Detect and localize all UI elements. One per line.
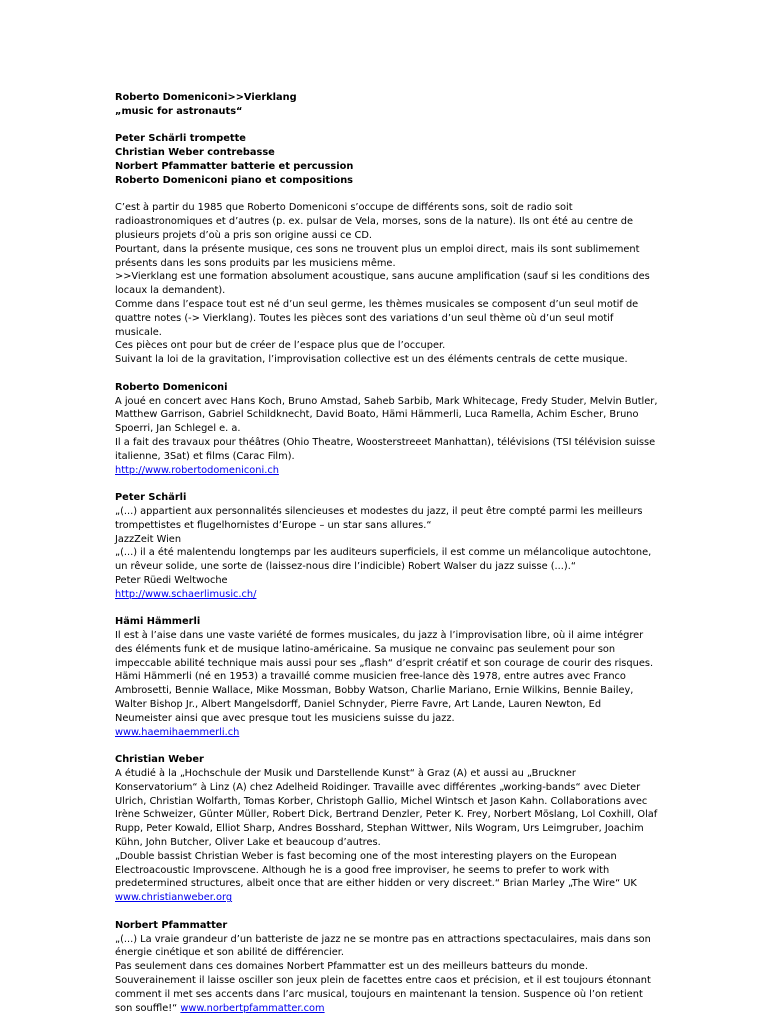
bio-heading: Peter Schärli [115, 492, 187, 504]
quote-source: Peter Rüedi Weltwoche [115, 574, 228, 586]
press-quote: „(...) il a été malentendu longtemps par les auditeurs superficiels, il est comme un mélancolique autochtone, un rêveur solide, une sorte de (laissez-nous dire l’indicible) Robert Walser du jazz suisse (...).“ [115, 547, 652, 573]
bio-haemmerli [115, 615, 660, 739]
document-body [115, 91, 660, 1029]
bio-text: Pas seulement dans ces domaines Norbert Pfammatter est un des meilleurs batteurs du monde. Souverainement il laisse osciller son jeux plein de facettes entre caos et précision, et il est toujours étonnant comment il met ses accents dans l’arc musical, toujours en maintenant la tension. Suspence où l’on retient son souffle!“ [115, 961, 651, 1014]
intro-paragraph: C’est à partir du 1985 que Roberto Domeniconi s’occupe de différents sons, soit de radio soit radioastronomiques et d’autres (p. ex. pulsar de Vela, morses, sons de la nature). Ils ont été au centre de plusieurs projets d’où a pris son origine aussi ce CD. [115, 202, 634, 241]
bio-domeniconi [115, 381, 660, 478]
header-block [115, 91, 660, 119]
document-title: Roberto Domeniconi>>Vierklang [115, 92, 297, 103]
bio-pfammatter [115, 919, 660, 1016]
intro-paragraph: >>Vierklang est une formation absolument acoustique, sans aucune amplification (sauf si les conditions des locaux la demandent). [115, 271, 650, 297]
lineup-block [115, 132, 660, 187]
bio-heading: Norbert Pfammatter [115, 919, 228, 931]
website-link[interactable]: www.haemihaemmerli.ch [115, 726, 240, 738]
lineup-item: Roberto Domeniconi piano et compositions [115, 174, 354, 186]
bio-text: Il a fait des travaux pour théâtres (Ohio Theatre, Woosterstreeet Manhattan), télévisions (TSI télévision suisse italienne, 3Sat) et films (Carac Film). [115, 436, 656, 462]
press-quote: „Double bassist Christian Weber is fast becoming one of the most interesting players on the European Electroacoustic Improvscene. Although he is a good free improviser, he seems to prefer to work with predetermined structures, albeit once that are either hidden or very discreet.“ Brian Marley „The Wire“ UK [115, 850, 637, 890]
press-quote: „(...) appartient aux personnalités silencieuses et modestes du jazz, il peut être compté parmi les meilleurs trompettistes et flugelhornistes d’Europe – un star sans allures.“ [115, 505, 643, 531]
intro-paragraph: Comme dans l’espace tout est né d’un seul germe, les thèmes musicales se composent d’un seul motif de quattre notes (-> Vierklang). Toutes les pièces sont des variations d’un seul thème où d’un seul motif musicale. [115, 298, 639, 338]
website-link[interactable]: http://www.robertodomeniconi.ch [115, 464, 279, 476]
bio-text: „(...) La vraie grandeur d’un batteriste de jazz ne se montre pas en attractions spectaculaires, mais dans son énergie cinétique et son abilité de différencier. [115, 933, 651, 959]
document-subtitle: „music for astronauts“ [115, 105, 243, 117]
intro-block [115, 201, 660, 367]
website-link[interactable]: www.norbertpfammatter.com [180, 1002, 325, 1014]
bio-heading: Christian Weber [115, 754, 204, 766]
bio-weber [115, 753, 660, 905]
bio-text: A joué en concert avec Hans Koch, Bruno Amstad, Saheb Sarbib, Mark Whitecage, Fredy Studer, Melvin Butler, Matthew Garrison, Gabriel Schildknecht, David Boato, Hämi Hämmerli, Luca Ramella, Achim Escher, Bruno Spoerri, Jan Schlegel e. a. [115, 395, 658, 435]
website-link[interactable]: http://www.schaerlimusic.ch/ [115, 588, 257, 600]
bio-text: Il est à l’aise dans une vaste variété de formes musicales, du jazz à l’improvisation libre, où il aime intégrer des éléments funk et de musique latino-américaine. Sa musique ne convainc pas seulement pour son impeccable abilité technique mais aussi pour ses „flash“ d’esprit créatif et son courage de courir des risques. Hämi Hämmerli (né en 1953) a travaillé comme musicien free-lance dès 1978, entre autres avec Franco Ambrosetti, Bennie Wallace, Mike Mossman, Bobby Watson, Charlie Mariano, Ernie Wilkins, Bennie Bailey, Walter Bishop Jr., Albert Mangelsdorff, Daniel Schnyder, Pierre Favre, Art Lande, Lauren Newton, Ed Neumeister ainsi que avec presque tout les musiciens suisse du jazz. [115, 630, 654, 724]
bio-heading: Hämi Hämmerli [115, 616, 201, 628]
intro-paragraph: Pourtant, dans la présente musique, ces sons ne trouvent plus un emploi direct, mais ils sont sublimement présents dans les sons produits par les musiciens même. [115, 243, 640, 269]
lineup-item: Norbert Pfammatter batterie et percussion [115, 160, 354, 172]
intro-paragraph: Suivant la loi de la gravitation, l’improvisation collective est un des éléments centrals de cette musique. [115, 354, 628, 366]
intro-paragraph: Ces pièces ont pour but de créer de l’espace plus que de l’occuper. [115, 340, 446, 352]
bio-schaerli [115, 491, 660, 601]
quote-source: JazzZeit Wien [115, 533, 182, 545]
website-link[interactable]: www.christianweber.org [115, 892, 233, 904]
bio-text: A étudié à la „Hochschule der Musik und Darstellende Kunst“ à Graz (A) et aussi au „Bruckner Konservatorium“ à Linz (A) chez Adelheid Roidinger. Travaille avec différentes „working-bands“ avec Dieter Ulrich, Christian Wolfarth, Tomas Korber, Christoph Gallio, Michel Wintsch et Jason Kahn. Collaborations avec Irène Schweizer, Günter Müller, Robert Dick, Bertrand Denzler, Peter K. Frey, Norbert Möslang, Lol Coxhill, Olaf Rupp, Peter Kowald, Elliot Sharp, Andres Bosshard, Stephan Wittwer, Nils Wogram, Urs Leimgruber, Joachim Kühn, John Butcher, Oliver Lake et beaucoup d’autres. [115, 768, 658, 849]
lineup-item: Peter Schärli trompette [115, 133, 246, 145]
bio-heading: Roberto Domeniconi [115, 381, 228, 393]
lineup-item: Christian Weber contrebasse [115, 147, 275, 159]
